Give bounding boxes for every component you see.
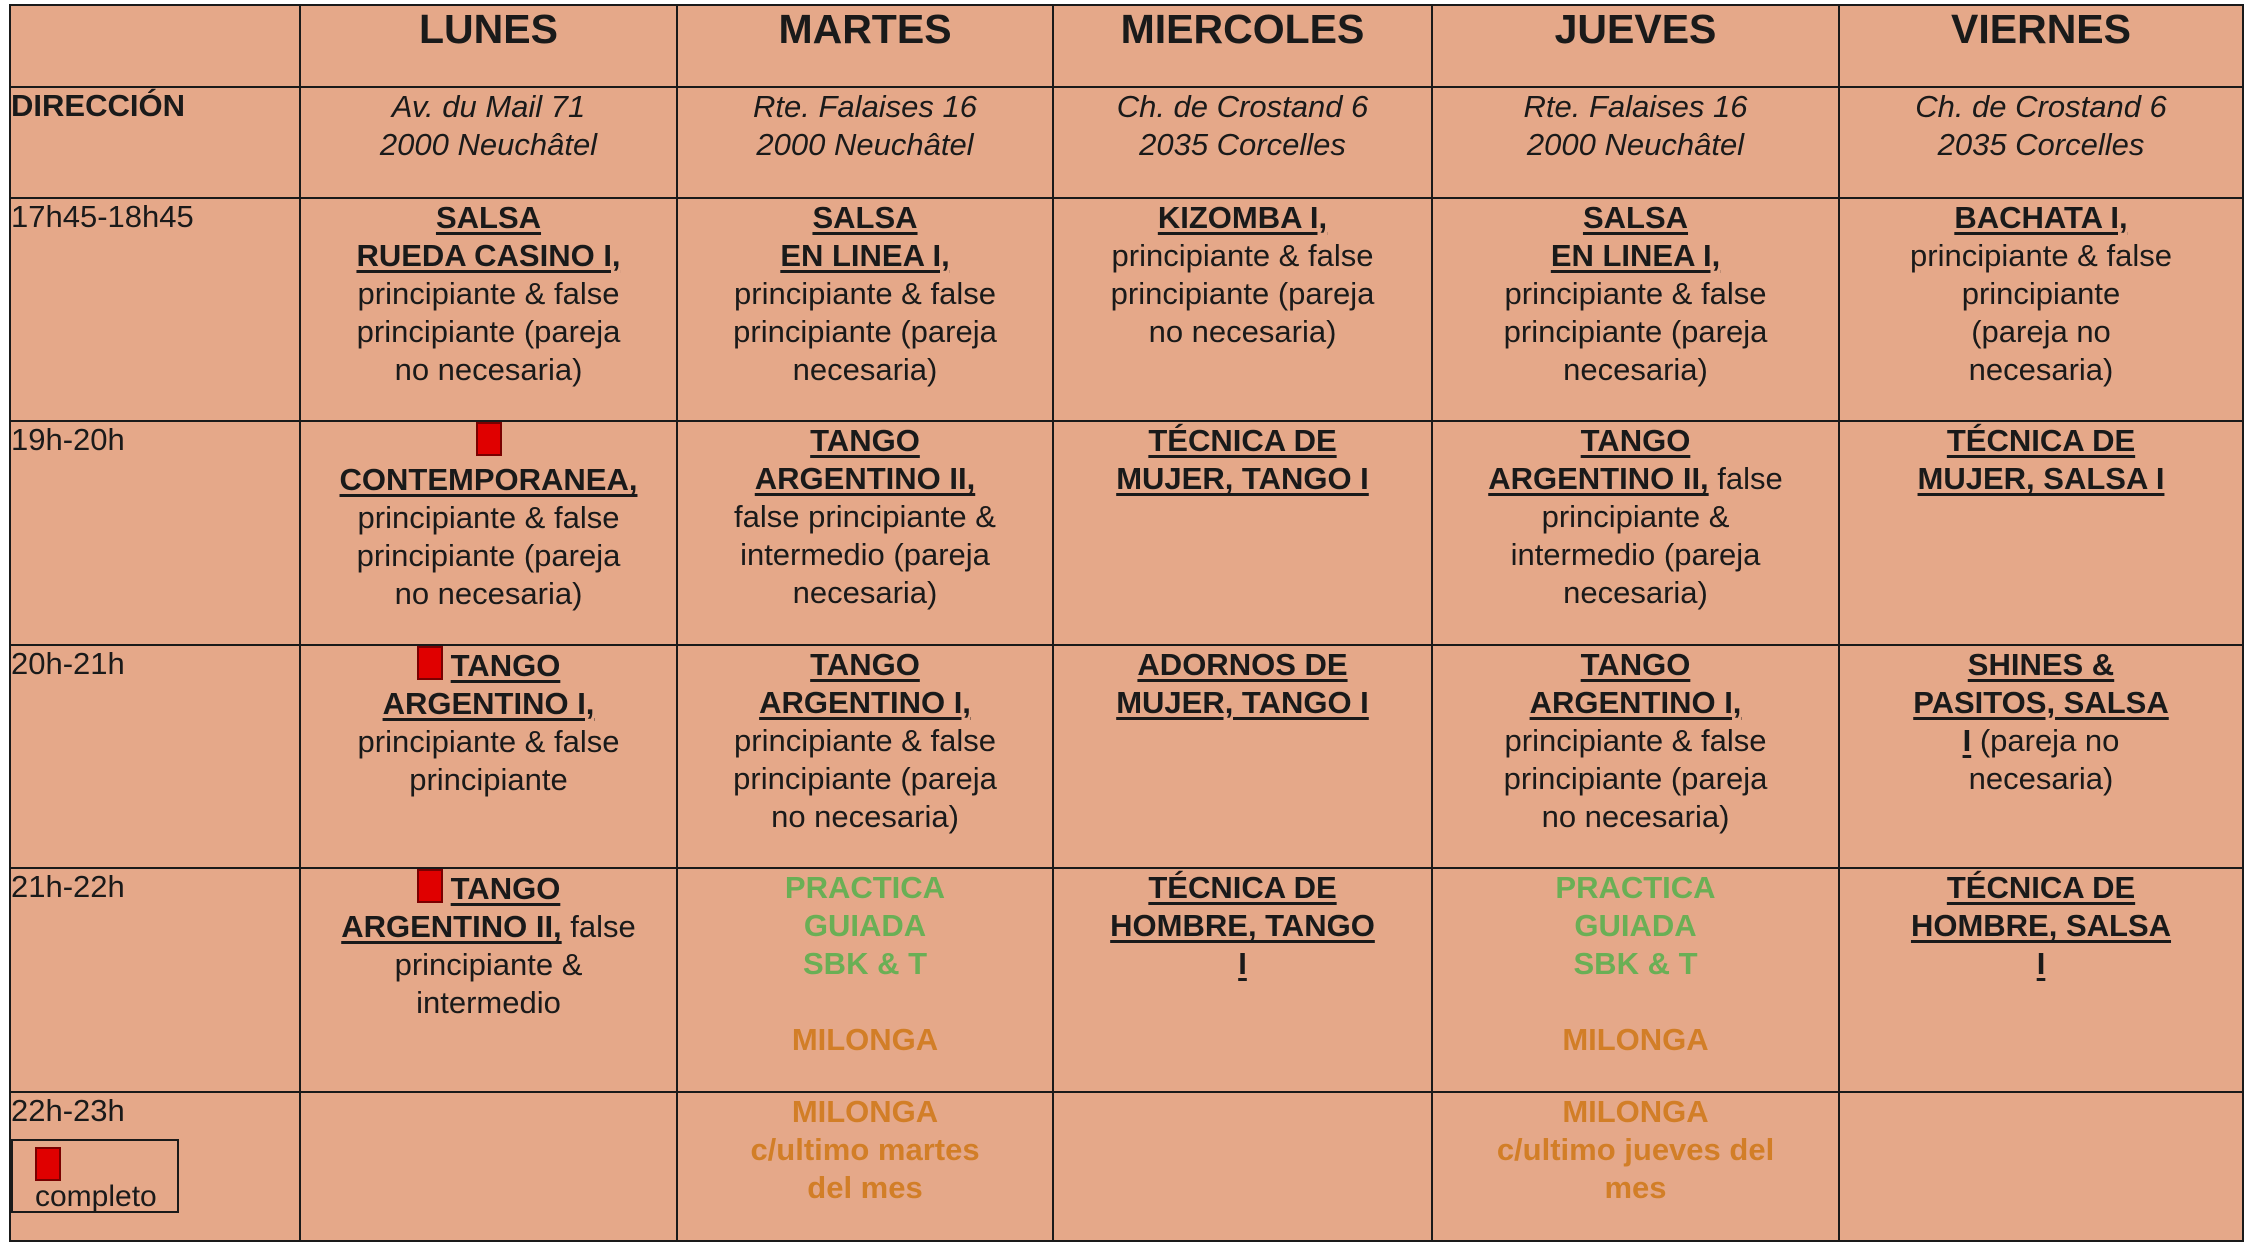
class-title: TANGO — [1580, 423, 1691, 459]
class-detail: principiante (pareja — [733, 313, 997, 349]
class-title: BACHATA I, — [1954, 199, 2128, 235]
header-viernes: VIERNES — [1839, 5, 2243, 87]
class-title: SHINES & — [1967, 646, 2115, 682]
address-line: 2000 Neuchâtel — [1526, 127, 1745, 162]
class-cell — [1053, 198, 1432, 422]
header-row — [10, 5, 2243, 87]
class-detail: principiante & false — [357, 723, 620, 759]
address-line: Ch. de Crostand 6 — [1116, 89, 1369, 124]
class-detail: no necesaria) — [394, 576, 583, 612]
header-jueves: JUEVES — [1432, 5, 1839, 87]
class-detail: (pareja no — [1971, 313, 2111, 349]
class-cell — [1839, 421, 2243, 645]
class-cell — [1053, 868, 1432, 1092]
time-label-cell — [10, 1092, 300, 1241]
class-title: ARGENTINO II, — [754, 461, 976, 497]
class-title: SALSA — [435, 199, 542, 235]
legend-label: completo — [35, 1179, 157, 1213]
slot-row-1 — [10, 198, 2243, 422]
class-detail: principiante (pareja — [1110, 275, 1375, 311]
class-title: EN LINEA I, — [1550, 237, 1721, 273]
time-label: 19h-20h — [10, 421, 300, 645]
class-detail: principiante (pareja — [1503, 313, 1768, 349]
class-cell — [1432, 198, 1839, 422]
milonga-cell — [1432, 1092, 1839, 1241]
class-detail: principiante (pareja — [356, 313, 621, 349]
class-detail: no necesaria) — [771, 798, 959, 834]
class-title: TÉCNICA DE — [1148, 423, 1337, 459]
address-line: 2035 Corcelles — [1937, 127, 2145, 162]
class-title: EN LINEA I, — [780, 237, 950, 273]
class-detail: principiante (pareja — [356, 538, 621, 574]
address-line: Rte. Falaises 16 — [753, 89, 977, 124]
class-detail: necesaria) — [1968, 351, 2114, 387]
class-cell — [300, 421, 677, 645]
class-title: CONTEMPORANEA, — [339, 462, 638, 498]
class-cell — [300, 198, 677, 422]
milonga-label: c/ultimo martes — [750, 1131, 980, 1167]
class-detail: principiante & false — [357, 500, 620, 536]
class-cell — [1839, 198, 2243, 422]
empty-cell — [1053, 1092, 1432, 1241]
class-cell — [1839, 868, 2243, 1092]
class-detail: principiante — [409, 761, 568, 797]
class-cell — [677, 645, 1053, 869]
class-detail: false principiante & — [734, 499, 996, 535]
class-title: ARGENTINO II, — [1488, 461, 1709, 497]
class-title: MUJER, SALSA I — [1917, 461, 2165, 497]
class-title: MUJER, TANGO I — [1116, 461, 1369, 497]
address-line: 2000 Neuchâtel — [756, 127, 974, 162]
milonga-label: MILONGA — [1562, 1093, 1709, 1129]
time-label: 21h-22h — [10, 868, 300, 1092]
class-detail: principiante (pareja — [1503, 760, 1768, 796]
class-cell — [677, 198, 1053, 422]
address-row — [10, 87, 2243, 198]
class-title: I — [1962, 722, 1972, 758]
class-title: RUEDA CASINO I, — [356, 237, 621, 273]
class-title: I — [2036, 946, 2046, 982]
full-class-marker-icon — [476, 422, 502, 456]
milonga-label: c/ultimo jueves del — [1496, 1131, 1775, 1167]
class-title: TANGO — [450, 647, 561, 683]
legend-box — [11, 1139, 179, 1213]
class-detail: principiante & false — [1504, 275, 1767, 311]
class-title: ARGENTINO I, — [1529, 684, 1742, 720]
class-title: SALSA — [812, 199, 918, 235]
practica-cell — [677, 868, 1053, 1092]
class-detail: principiante & false — [357, 275, 620, 311]
empty-cell — [300, 1092, 677, 1241]
class-cell — [300, 645, 677, 869]
full-class-marker-icon — [417, 646, 443, 680]
class-detail: no necesaria) — [394, 351, 583, 387]
time-label: 17h45-18h45 — [10, 198, 300, 422]
class-detail: intermedio (pareja — [740, 537, 990, 573]
milonga-label: del mes — [807, 1169, 923, 1205]
practica-label: SBK & T — [803, 946, 927, 982]
class-title: TANGO — [450, 871, 561, 907]
practica-label: SBK & T — [1573, 946, 1698, 982]
class-detail: principiante & false — [1111, 237, 1374, 273]
class-cell — [677, 421, 1053, 645]
class-detail: necesaria) — [792, 575, 938, 611]
class-detail: necesaria) — [792, 351, 938, 387]
class-title: TÉCNICA DE — [1148, 870, 1337, 906]
slot-row-3 — [10, 645, 2243, 869]
class-title: ARGENTINO I, — [382, 685, 595, 721]
class-detail: principiante & false — [1910, 237, 2172, 273]
address-lunes — [300, 87, 677, 198]
class-detail: principiante & false — [734, 275, 996, 311]
address-line: 2000 Neuchâtel — [379, 127, 598, 162]
class-title: TANGO — [1580, 646, 1691, 682]
milonga-label: mes — [1604, 1169, 1667, 1205]
class-title: ADORNOS DE — [1137, 646, 1348, 682]
practica-cell — [1432, 868, 1839, 1092]
schedule-table — [9, 4, 2244, 1242]
class-title: I — [1238, 946, 1247, 982]
address-line: Av. du Mail 71 — [391, 89, 586, 124]
class-cell — [1053, 645, 1432, 869]
class-detail: principiante (pareja — [733, 760, 997, 796]
class-cell — [1053, 421, 1432, 645]
class-detail: intermedio (pareja — [1510, 537, 1761, 573]
header-miercoles: MIERCOLES — [1053, 5, 1432, 87]
practica-label: GUIADA — [803, 908, 927, 944]
class-detail: principiante & false — [1504, 722, 1767, 758]
time-label: 22h-23h — [11, 1092, 125, 1128]
class-detail: principiante & — [394, 947, 583, 983]
practica-label: PRACTICA — [784, 870, 946, 906]
header-martes: MARTES — [677, 5, 1053, 87]
class-title: SALSA — [1582, 199, 1689, 235]
class-title: TANGO — [810, 423, 920, 459]
practica-label: GUIADA — [1574, 908, 1697, 944]
class-title: ARGENTINO II, — [341, 909, 562, 945]
address-label: DIRECCIÓN — [10, 87, 300, 198]
class-cell — [1432, 421, 1839, 645]
time-label: 20h-21h — [10, 645, 300, 869]
class-title: ARGENTINO I, — [759, 684, 971, 720]
class-detail: false — [1708, 461, 1783, 497]
class-detail: (pareja no — [1971, 722, 2120, 758]
slot-row-5 — [10, 1092, 2243, 1241]
class-detail: necesaria) — [1563, 575, 1708, 611]
class-title: TÉCNICA DE — [1946, 423, 2136, 459]
header-corner — [10, 5, 300, 87]
class-detail: no necesaria) — [1148, 313, 1337, 349]
class-title: HOMBRE, SALSA — [1910, 908, 2172, 944]
class-detail: necesaria) — [1968, 760, 2114, 796]
class-detail: principiante — [1961, 275, 2121, 311]
address-line: 2035 Corcelles — [1139, 127, 1346, 162]
class-title: KIZOMBA I, — [1157, 199, 1328, 235]
milonga-label: MILONGA — [1562, 1022, 1709, 1058]
milonga-label: MILONGA — [791, 1093, 939, 1129]
header-lunes: LUNES — [300, 5, 677, 87]
class-detail: intermedio — [416, 985, 561, 1021]
address-jueves — [1432, 87, 1839, 198]
milonga-cell — [677, 1092, 1053, 1241]
address-line: Ch. de Crostand 6 — [1915, 89, 2167, 124]
address-viernes — [1839, 87, 2243, 198]
class-detail: necesaria) — [1563, 351, 1708, 387]
class-title: PASITOS, SALSA — [1913, 684, 2169, 720]
empty-cell — [1839, 1092, 2243, 1241]
address-line: Rte. Falaises 16 — [1523, 89, 1748, 124]
address-miercoles — [1053, 87, 1432, 198]
class-title: HOMBRE, TANGO — [1110, 908, 1375, 944]
class-cell — [300, 868, 677, 1092]
full-class-marker-icon — [35, 1147, 61, 1181]
class-title: TÉCNICA DE — [1946, 870, 2136, 906]
address-martes — [677, 87, 1053, 198]
full-class-marker-icon — [417, 869, 443, 903]
milonga-label: MILONGA — [791, 1022, 939, 1058]
class-detail: false — [561, 909, 636, 945]
class-cell — [1432, 645, 1839, 869]
class-cell — [1839, 645, 2243, 869]
slot-row-2 — [10, 421, 2243, 645]
slot-row-4 — [10, 868, 2243, 1092]
class-title: MUJER, TANGO I — [1116, 684, 1369, 720]
class-detail: principiante & false — [734, 722, 996, 758]
practica-label: PRACTICA — [1555, 870, 1716, 906]
class-title: TANGO — [810, 646, 920, 682]
class-detail: principiante & — [1541, 499, 1730, 535]
class-detail: no necesaria) — [1541, 798, 1730, 834]
